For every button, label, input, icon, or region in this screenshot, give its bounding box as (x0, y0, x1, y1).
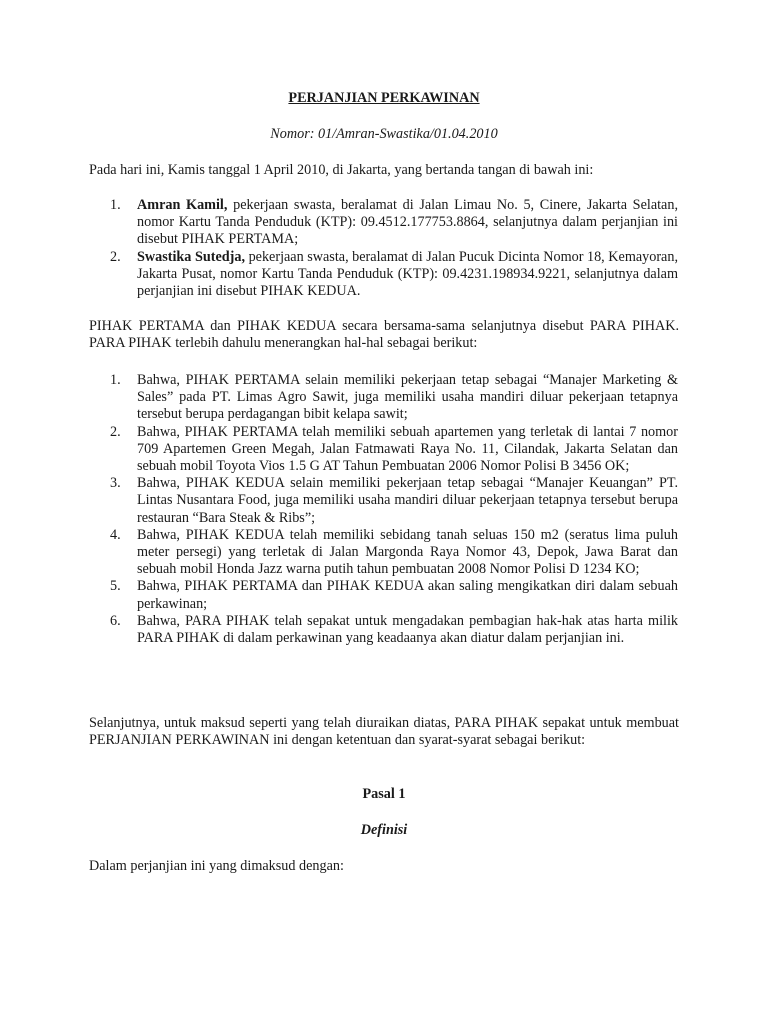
list-number: 2. (110, 423, 121, 440)
list-item (110, 423, 678, 476)
definitions-intro: Dalam perjanjian ini yang dimaksud dengan: (89, 858, 344, 874)
list-number: 1. (110, 372, 121, 388)
list-item (110, 372, 678, 424)
list-number: 1. (110, 197, 121, 213)
list-item (110, 248, 678, 301)
list-number: 6. (110, 612, 121, 629)
list-item (110, 612, 678, 647)
recital-text: Bahwa, PIHAK PERTAMA telah memiliki sebuah apartemen yang terletak di lantai 7 nomor 709 Apartemen Green Megah, Jalan Fatmawati Raya No. 11, Cilandak, Jakarta Selatan dan sebuah mobil Toyota Vios 1.5 G AT Tahun Pembuatan 2006 Nomor Polisi B 3456 OK; (137, 423, 678, 475)
list-item (110, 578, 678, 612)
list-number: 5. (110, 578, 121, 595)
recital-text: Bahwa, PIHAK KEDUA telah memiliki sebidang tanah seluas 150 m2 (seratus lima puluh meter persegi) yang terletak di Jalan Margonda Raya Nomor 43, Depok, Jawa Barat dan sebuah mobil Honda Jazz warna putih tahun pembuatan 2008 Nomor Polisi D 1234 KO; (137, 526, 678, 578)
agreement-paragraph: Selanjutnya, untuk maksud seperti yang telah diuraikan diatas, PARA PIHAK sepakat untuk membuat PERJANJIAN PERKAWINAN ini dengan ketentuan dan syarat-syarat sebagai berikut: (89, 715, 679, 749)
document-title: PERJANJIAN PERKAWINAN (288, 90, 480, 106)
list-number: 3. (110, 475, 121, 492)
list-item (110, 526, 678, 579)
party-name: Swastika Sutedja, (137, 248, 246, 265)
party-name: Amran Kamil, (137, 197, 228, 213)
document-number: Nomor: 01/Amran-Swastika/01.04.2010 (270, 126, 498, 142)
parties-list (110, 197, 678, 300)
recital-text: Bahwa, PIHAK PERTAMA selain memiliki pekerjaan tetap sebagai “Manajer Marketing & Sales” pada PT. Limas Agro Sawit, juga memiliki usaha mandiri diluar pekerjaan tetapnya tersebut berupa perdagangan bibit kelapa sawit; (137, 372, 678, 423)
list-item (110, 475, 678, 527)
list-number: 4. (110, 526, 121, 543)
recitals-list (110, 372, 678, 647)
list-item (110, 197, 678, 249)
article-subheading: Definisi (360, 822, 408, 838)
recital-text: Bahwa, PIHAK KEDUA selain memiliki pekerjaan tetap sebagai “Manajer Keuangan” PT. Lintas Nusantara Food, juga memiliki usaha mandiri diluar pekerjaan tetapnya tersebut berupa restauran “Bara Steak & Ribs”; (137, 475, 678, 526)
parties-definition-paragraph: PIHAK PERTAMA dan PIHAK KEDUA secara bersama-sama selanjutnya disebut PARA PIHAK. PARA PIHAK terlebih dahulu menerangkan hal-hal sebagai berikut: (89, 318, 679, 352)
list-number: 2. (110, 248, 121, 265)
recital-text: Bahwa, PIHAK PERTAMA dan PIHAK KEDUA akan saling mengikatkan diri dalam sebuah perkawinan; (137, 578, 678, 612)
intro-paragraph: Pada hari ini, Kamis tanggal 1 April 2010, di Jakarta, yang bertanda tangan di bawah ini: (89, 162, 594, 178)
recital-text: Bahwa, PARA PIHAK telah sepakat untuk mengadakan pembagian hak-hak atas harta milik PARA PIHAK di dalam perkawinan yang keadaanya akan diatur dalam perjanjian ini. (137, 612, 678, 647)
party-description: pekerjaan swasta, beralamat di Jalan Limau No. 5, Cinere, Jakarta Selatan, nomor Kartu Tanda Penduduk (KTP): 09.4512.177753.8864, selanjutnya dalam perjanjian ini disebut PIHAK PERTAMA; (137, 197, 678, 248)
article-heading: Pasal 1 (362, 786, 406, 802)
party-description: pekerjaan swasta, beralamat di Jalan Pucuk Dicinta Nomor 18, Kemayoran, Jakarta Pusat, nomor Kartu Tanda Penduduk (KTP): 09.4231.198934.9221, selanjutnya dalam perjanjian ini disebut PIHAK KEDUA. (137, 248, 678, 300)
